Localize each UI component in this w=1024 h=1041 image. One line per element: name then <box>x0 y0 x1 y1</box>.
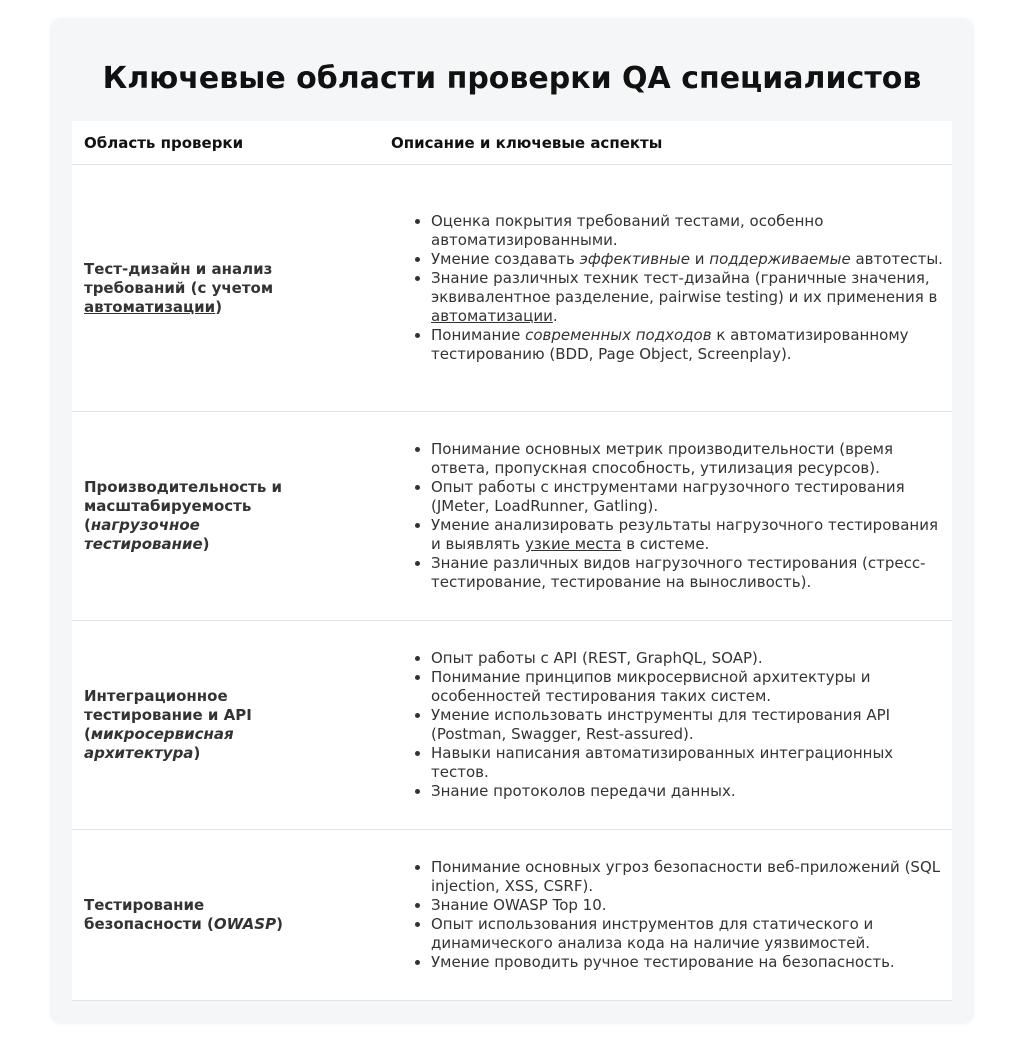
header-area: Область проверки <box>84 133 244 152</box>
list-item <box>431 896 951 915</box>
area-title <box>84 478 299 554</box>
list-item <box>431 649 951 668</box>
text-segment: Умение использовать инструменты для тестирования API (Postman, Swagger, Rest-assured). <box>431 706 891 743</box>
table-row <box>72 621 952 830</box>
text-segment: Знание протоколов передачи данных. <box>431 782 736 800</box>
text-segment: . <box>552 307 558 325</box>
text-segment: Опыт работы с API (REST, GraphQL, SOAP). <box>431 649 763 667</box>
text-segment: Понимание основных метрик производительности (время ответа, пропускная способность, утилизация ресурсов). <box>431 440 894 477</box>
list-item <box>431 706 951 744</box>
area-title <box>84 260 299 317</box>
text-segment: Понимание основных угроз безопасности веб-приложений (SQL injection, XSS, CSRF). <box>431 858 941 895</box>
underlined-text: узкие места <box>525 535 622 553</box>
area-title <box>84 896 299 934</box>
text-segment: Умение анализировать результаты нагрузочного тестирования и выявлять <box>431 516 938 553</box>
aspect-list <box>379 858 951 972</box>
emphasis-text: OWASP <box>213 915 277 933</box>
list-item <box>431 326 951 364</box>
text-segment: Тест-дизайн и анализ требований (с учетом <box>84 259 274 297</box>
text-segment: Опыт использования инструментов для статического и динамического анализа кода на наличие уязвимостей. <box>431 915 874 952</box>
list-item <box>431 554 951 592</box>
text-segment: Знание различных техник тест-дизайна (граничные значения, эквивалентное разделение, pairwise testing) и их применения в <box>431 269 938 306</box>
emphasis-text: микросервисная архитектура <box>84 725 234 762</box>
description-cell <box>379 830 952 1000</box>
area-cell <box>72 830 379 1000</box>
text-segment: Понимание <box>431 326 526 344</box>
table-row <box>72 165 952 412</box>
table-row <box>72 830 952 1001</box>
header-description: Описание и ключевые аспекты <box>391 133 663 152</box>
list-item <box>431 953 951 972</box>
list-item <box>431 478 951 516</box>
description-cell <box>379 412 952 620</box>
text-segment: автотесты. <box>850 250 943 268</box>
qa-areas-table <box>72 121 952 1001</box>
aspect-list <box>379 649 951 801</box>
text-segment: Тестирование безопасности ( <box>84 896 214 933</box>
list-item <box>431 516 951 554</box>
text-segment: Знание OWASP Top 10. <box>431 896 607 914</box>
list-item <box>431 744 951 782</box>
emphasis-text: нагрузочное тестирование <box>84 516 203 553</box>
text-segment: Умение проводить ручное тестирование на безопасность. <box>431 953 895 971</box>
text-segment: ) <box>276 915 283 933</box>
text-segment: Понимание принципов микросервисной архитектуры и особенностей тестирования таких систем. <box>431 668 871 705</box>
area-cell <box>72 621 379 829</box>
area-cell <box>72 165 379 411</box>
text-segment: в системе. <box>621 535 710 553</box>
text-segment: ) <box>215 297 223 316</box>
list-item <box>431 668 951 706</box>
list-item <box>431 212 951 250</box>
text-segment: к автоматизированному тестированию (BDD, Page Object, Screenplay). <box>431 326 909 363</box>
description-cell <box>379 621 952 829</box>
text-segment: и <box>689 250 710 268</box>
text-segment: Умение создавать <box>431 250 580 268</box>
list-item <box>431 915 951 953</box>
text-segment: Опыт работы с инструментами нагрузочного тестирования (JMeter, LoadRunner, Gatling). <box>431 478 905 515</box>
list-item <box>431 269 951 326</box>
description-cell <box>379 165 952 411</box>
emphasis-text: современных подходов <box>525 326 712 344</box>
aspect-list <box>379 440 951 592</box>
area-cell <box>72 412 379 620</box>
text-segment: Оценка покрытия требований тестами, особенно автоматизированными. <box>431 212 824 249</box>
list-item <box>431 858 951 896</box>
emphasis-text: поддерживаемые <box>709 250 851 268</box>
text-segment: Навыки написания автоматизированных интеграционных тестов. <box>431 744 894 781</box>
page-title: Ключевые области проверки QA специалистов <box>102 61 922 96</box>
emphasis-text: эффективные <box>579 250 690 268</box>
text-segment: Производительность и масштабируемость ( <box>84 478 283 534</box>
list-item <box>431 782 951 801</box>
text-segment: Знание различных видов нагрузочного тестирования (стресс-тестирование, тестирование на выносливость). <box>431 554 926 591</box>
table-header <box>72 121 952 165</box>
underlined-text: автоматизации <box>84 297 216 316</box>
text-segment: Интеграционное тестирование и API ( <box>84 687 252 743</box>
text-segment: ) <box>202 535 210 553</box>
aspect-list <box>379 212 951 364</box>
table-row <box>72 412 952 621</box>
text-segment: ) <box>193 744 201 762</box>
underlined-text: автоматизации <box>431 307 553 325</box>
list-item <box>431 250 951 269</box>
area-title <box>84 687 299 763</box>
list-item <box>431 440 951 478</box>
